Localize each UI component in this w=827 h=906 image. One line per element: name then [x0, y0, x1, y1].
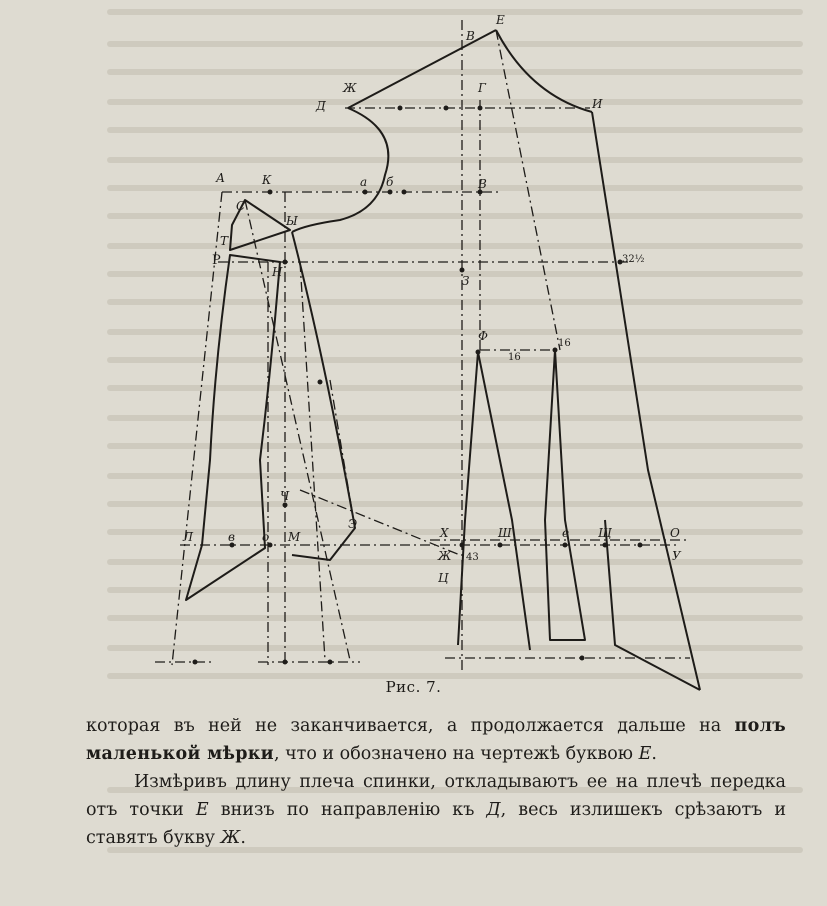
p1-start: которая въ ней не заканчивается, а продолжается дальше на [86, 716, 735, 736]
paragraph-1 [86, 712, 786, 768]
body-text [86, 712, 786, 852]
label-d: Д [316, 99, 326, 113]
p2-b: внизъ по направленію къ [208, 800, 487, 820]
p2-d: Д [486, 800, 501, 820]
p1-dot: . [651, 744, 657, 764]
figure-labels [182, 13, 682, 585]
label-sch: Щ [598, 526, 612, 540]
label-a: А [216, 171, 226, 185]
label-i: И [592, 97, 603, 111]
p2-e: Е [195, 800, 209, 820]
label-zh: Ж [343, 81, 357, 95]
label-z: З [462, 274, 470, 288]
label-e2: Э [348, 517, 358, 531]
label-u: У [672, 549, 681, 563]
p2-a: Измѣривъ длину плеча спинки, откладываютъ ее на плечѣ передка отъ точки [86, 772, 786, 820]
figure-caption: Рис. 7. [385, 678, 442, 696]
dart-left [458, 352, 478, 645]
label-o2: О [670, 526, 680, 540]
p1-end: , что и обозначено на чертежѣ буквою [273, 744, 639, 764]
label-k: К [262, 173, 272, 187]
p2-end: . [240, 828, 246, 848]
label-sh: Ш [498, 526, 512, 540]
label-ts: Ц [438, 571, 449, 585]
front-side-left [186, 255, 280, 600]
label-e: е [562, 526, 570, 540]
label-v-small: в [228, 530, 235, 544]
label-ch: Ч [280, 489, 290, 503]
label-e: Е [496, 13, 505, 27]
label-c: С [236, 199, 246, 213]
label-b-small: б [386, 175, 394, 189]
p1-letter: Е [638, 744, 652, 764]
label-32: 32½ [622, 254, 645, 265]
front-panel [292, 232, 358, 560]
p2-zh: Ж [220, 828, 241, 848]
label-43: 43 [466, 552, 479, 563]
label-n: Н [272, 265, 283, 279]
label-p: Р [212, 253, 221, 268]
front-armhole-curve [292, 108, 388, 232]
label-y: Ы [286, 214, 298, 228]
label-16a: 16 [508, 352, 521, 363]
dart-right [478, 352, 530, 650]
label-m: М [288, 530, 301, 544]
label-f: Ф [478, 329, 488, 343]
back-side-line [592, 112, 700, 690]
label-t: Т [220, 234, 229, 248]
paragraph-2 [86, 768, 786, 852]
label-16b: 16 [558, 338, 571, 349]
label-g: Г [478, 81, 486, 95]
p1-bold: полъ маленькой мѣрки [86, 716, 786, 764]
label-a-small: а [360, 175, 368, 189]
label-b-top: В [466, 29, 475, 43]
label-o: о [262, 530, 270, 544]
dart-2-left [545, 350, 585, 640]
back-lower-panel [605, 520, 700, 690]
label-v: В [478, 177, 487, 191]
label-x: Х [440, 526, 449, 540]
label-kh: Ж [438, 549, 452, 563]
p2-c: , весь излишекъ срѣзаютъ и ставятъ букву [86, 800, 786, 848]
back-neck-curve [496, 30, 592, 112]
label-l: Л [183, 530, 194, 544]
